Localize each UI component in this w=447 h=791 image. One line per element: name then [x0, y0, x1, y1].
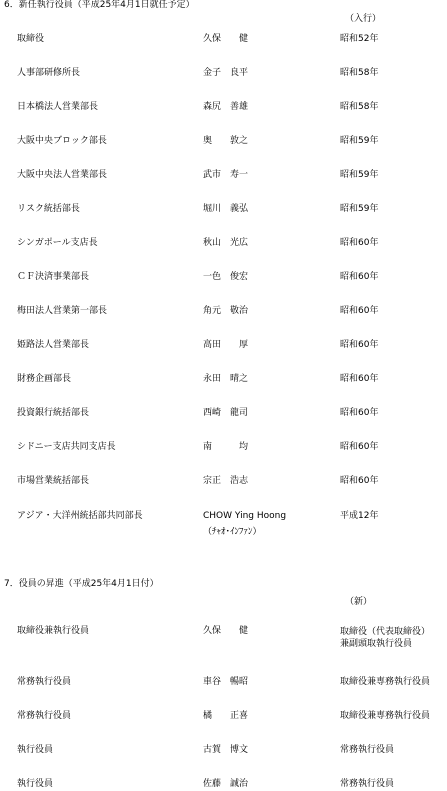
name-cell: 秋山 光広 — [203, 238, 249, 248]
current-title-cell: 常務執行役員 — [17, 677, 72, 687]
name-reading: （ﾁｬｵ･ｲﾝﾌｧﾝ） — [203, 527, 262, 537]
joined-cell: 昭和59年 — [340, 136, 379, 146]
joined-cell: 昭和60年 — [340, 476, 379, 486]
position-cell: 日本橋法人営業部長 — [17, 102, 99, 112]
name-cell: 森尻 善雄 — [203, 102, 249, 112]
table-row — [0, 306, 447, 336]
table-row — [0, 34, 447, 64]
table-row — [0, 677, 447, 707]
new-title-cell: 常務執行役員 — [340, 779, 395, 789]
joined-cell: 平成12年 — [340, 511, 379, 521]
joined-cell: 昭和59年 — [340, 204, 379, 214]
joined-cell: 昭和60年 — [340, 272, 379, 282]
position-cell: 市場営業統括部長 — [17, 476, 90, 486]
current-title-cell: 取締役兼執行役員 — [17, 626, 90, 636]
name-cell: 橘 正喜 — [203, 711, 249, 721]
table-row — [0, 779, 447, 791]
joined-cell: 昭和59年 — [340, 170, 379, 180]
joined-cell: 昭和52年 — [340, 34, 379, 44]
new-title-cell — [340, 626, 430, 650]
position-cell: 梅田法人営業第一部長 — [17, 306, 108, 316]
table-row — [0, 408, 447, 438]
new-title-line: 取締役（代表取締役） — [340, 627, 431, 637]
table-row — [0, 340, 447, 370]
position-cell: 財務企画部長 — [17, 374, 72, 384]
name-cell: 金子 良平 — [203, 68, 249, 78]
name-cell: 武市 寿一 — [203, 170, 249, 180]
name-cell: 南 均 — [203, 442, 249, 452]
name-cell: 堀川 義弘 — [203, 204, 249, 214]
table-row — [0, 272, 447, 302]
name-cell: 永田 晴之 — [203, 374, 249, 384]
table-row — [0, 136, 447, 166]
table-row — [0, 102, 447, 132]
name-cell: 古賀 博文 — [203, 745, 249, 755]
name-cell: 角元 敬治 — [203, 306, 249, 316]
section6-title: 6．新任執行役員（平成25年4月1日就任予定） — [4, 0, 195, 10]
name-cell: 久保 健 — [203, 34, 249, 44]
position-cell: シドニー支店共同支店長 — [17, 442, 116, 452]
table-row — [0, 711, 447, 741]
current-title-cell: 執行役員 — [17, 779, 54, 789]
table-row — [0, 476, 447, 506]
table-row — [0, 511, 447, 545]
joined-cell: 昭和60年 — [340, 340, 379, 350]
name-cell: 西崎 龍司 — [203, 408, 249, 418]
new-title-line: 兼副頭取執行役員 — [340, 639, 413, 649]
joined-cell: 昭和58年 — [340, 68, 379, 78]
position-cell: 人事部研修所長 — [17, 68, 81, 78]
table-row — [0, 374, 447, 404]
joined-cell: 昭和60年 — [340, 306, 379, 316]
position-cell: アジア・大洋州統括部共同部長 — [17, 511, 143, 521]
joined-cell: 昭和60年 — [340, 442, 379, 452]
joined-cell: 昭和58年 — [340, 102, 379, 112]
table-row — [0, 745, 447, 775]
table-row — [0, 626, 447, 662]
new-title-cell: 常務執行役員 — [340, 745, 395, 755]
joined-cell: 昭和60年 — [340, 238, 379, 248]
position-cell: 取締役 — [17, 34, 45, 44]
table-row — [0, 442, 447, 472]
name-cell: 佐藤 誠治 — [203, 779, 249, 789]
table-row — [0, 204, 447, 234]
name-cell: 一色 俊宏 — [203, 272, 249, 282]
position-cell: 大阪中央ブロック部長 — [17, 136, 107, 146]
section7-column-header: （新） — [345, 597, 373, 607]
position-cell: 姫路法人営業部長 — [17, 340, 90, 350]
name-cell: CHOW Ying Hoong — [203, 511, 287, 521]
current-title-cell: 執行役員 — [17, 745, 54, 755]
position-cell: シンガポール支店長 — [17, 238, 98, 248]
new-title-cell: 取締役兼専務執行役員 — [340, 677, 431, 687]
section7-title: 7．役員の昇進（平成25年4月1日付） — [4, 579, 159, 589]
name-cell: 久保 健 — [203, 626, 249, 636]
name-cell: 宗正 浩志 — [203, 476, 249, 486]
joined-cell: 昭和60年 — [340, 408, 379, 418]
position-cell: ＣＦ決済事業部長 — [17, 272, 90, 282]
name-cell: 奥 敦之 — [203, 136, 249, 146]
position-cell: 投資銀行統括部長 — [17, 408, 90, 418]
new-title-cell: 取締役兼専務執行役員 — [340, 711, 431, 721]
current-title-cell: 常務執行役員 — [17, 711, 72, 721]
table-row — [0, 68, 447, 98]
joined-cell: 昭和60年 — [340, 374, 379, 384]
name-cell: 車谷 暢昭 — [203, 677, 249, 687]
table-row — [0, 170, 447, 200]
name-cell: 高田 厚 — [203, 340, 249, 350]
position-cell: リスク統括部長 — [17, 204, 80, 214]
table-row — [0, 238, 447, 268]
position-cell: 大阪中央法人営業部長 — [17, 170, 108, 180]
section6-column-header: （入行） — [345, 14, 382, 24]
